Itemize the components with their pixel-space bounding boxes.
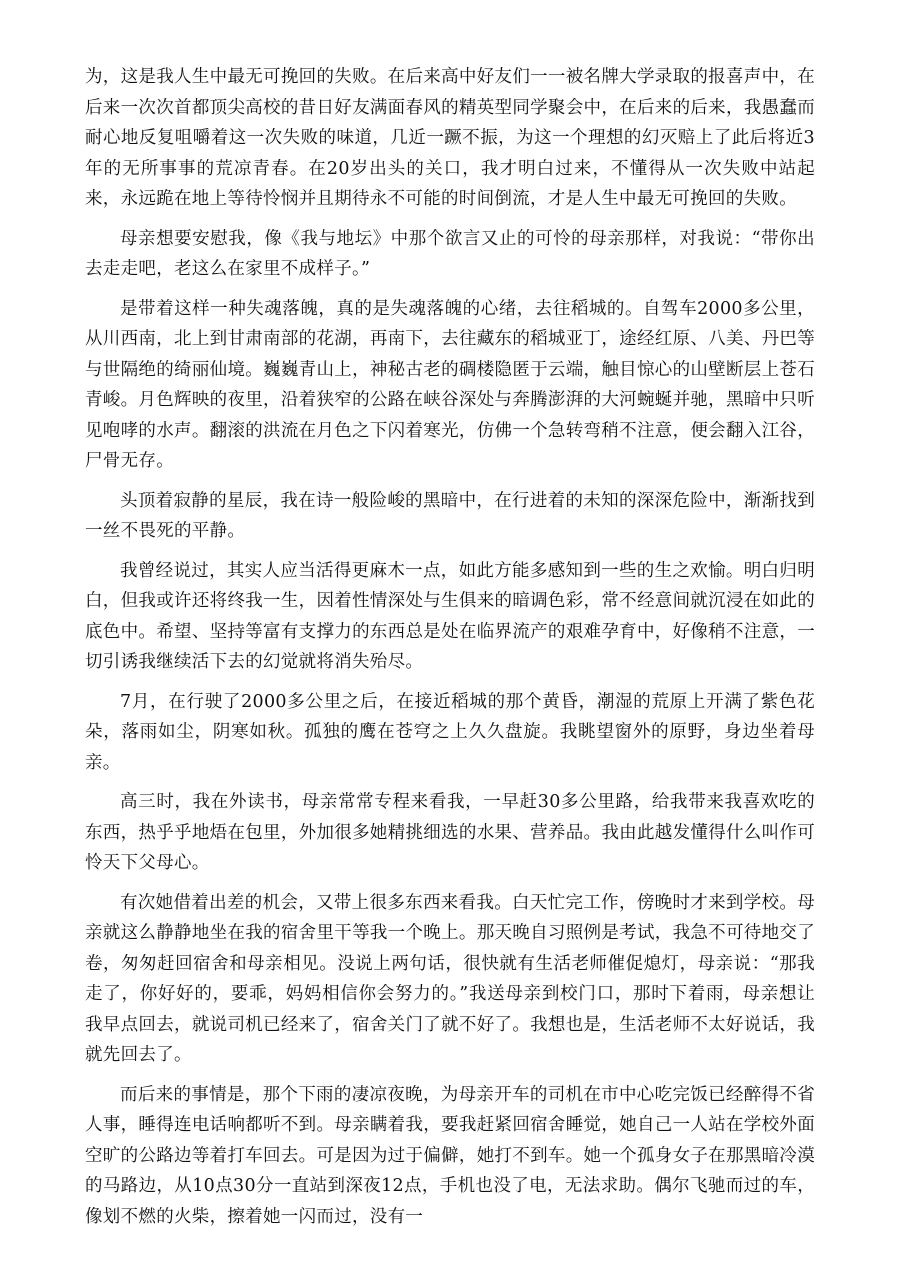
paragraph: 母亲想要安慰我，像《我与地坛》中那个欲言又止的可怜的母亲那样，对我说：“带你出去走走吧，老这么在家里不成样子。” [85,228,815,279]
paragraph: 高三时，我在外读书，母亲常常专程来看我，一早赶30多公里路，给我带来我喜欢吃的东西，热乎乎地焐在包里，外加很多她精挑细选的水果、营养品。我由此越发懂得什么叫作可怜天下父母心。 [85,792,815,873]
paragraph: 有次她借着出差的机会，又带上很多东西来看我。白天忙完工作，傍晚时才来到学校。母亲就这么静静地坐在我的宿舍里干等我一个晚上。那天晚自习照例是考试，我急不可待地交了卷，匆匆赶回宿舍和母亲相见。没说上两句话，很快就有生活老师催促熄灯，母亲说：“那我走了，你好好的，要乖，妈妈相信你会努力的。”我送母亲到校门口，那时下着雨，母亲想让我早点回去，就说司机已经来了，宿舍关门了就不好了。我想也是，生活老师不太好说话，我就先回去了。 [85,892,815,1065]
paragraph: 头顶着寂静的星辰，我在诗一般险峻的黑暗中，在行进着的未知的深深危险中，渐渐找到一丝不畏死的平静。 [85,490,815,541]
body-text [85,62,815,1241]
paragraph: 为，这是我人生中最无可挽回的失败。在后来高中好友们一一被名牌大学录取的报喜声中，在后来一次次首都顶尖高校的昔日好友满面春风的精英型同学聚会中，在后来的后来，我愚蠢而耐心地反复咀嚼着这一次失败的味道，几近一蹶不振，为这一个理想的幻灭赔上了此后将近3年的无所事事的荒凉青春。在20岁出头的关口，我才明白过来，不懂得从一次失败中站起来，永远跪在地上等待怜悯并且期待永不可能的时间倒流，才是人生中最无可挽回的失败。 [85,67,815,209]
paragraph: 我曾经说过，其实人应当活得更麻木一点，如此方能多感知到一些的生之欢愉。明白归明白，但我或许还将终我一生，因着性情深处与生俱来的暗调色彩，常不经意间就沉浸在如此的底色中。希望、坚持等富有支撑力的东西总是处在临界流产的艰难孕育中，好像稍不注意，一切引诱我继续活下去的幻觉就将消失殆尽。 [85,560,815,672]
paragraph: 是带着这样一种失魂落魄，真的是失魂落魄的心绪，去往稻城的。自驾车2000多公里，从川西南，北上到甘肃南部的花湖，再南下，去往藏东的稻城亚丁，途经红原、八美、丹巴等与世隔绝的绮丽仙境。巍巍青山上，神秘古老的碉楼隐匿于云端，触目惊心的山壁断层上苍石青峻。月色辉映的夜里，沿着狭窄的公路在峡谷深处与奔腾澎湃的大河蜿蜒并驰，黑暗中只听见咆哮的水声。翻滚的洪流在月色之下闪着寒光，仿佛一个急转弯稍不注意，便会翻入江谷，尸骨无存。 [85,298,815,471]
paragraph: 7月，在行驶了2000多公里之后，在接近稻城的那个黄昏，潮湿的荒原上开满了紫色花朵，落雨如尘，阴寒如秋。孤独的鹰在苍穹之上久久盘旋。我眺望窗外的原野，身边坐着母亲。 [85,691,815,773]
paragraph: 而后来的事情是，那个下雨的凄凉夜晚，为母亲开车的司机在市中心吃完饭已经醉得不省人事，睡得连电话响都听不到。母亲瞒着我，要我赶紧回宿舍睡觉，她自己一人站在学校外面空旷的公路边等着打车回去。可是因为过于偏僻，她打不到车。她一个孤身女子在那黑暗冷漠的马路边，从10点30分一直站到深夜12点，手机也没了电，无法求助。偶尔飞驰而过的车，像划不燃的火柴，擦着她一闪而过，没有一 [85,1084,815,1227]
